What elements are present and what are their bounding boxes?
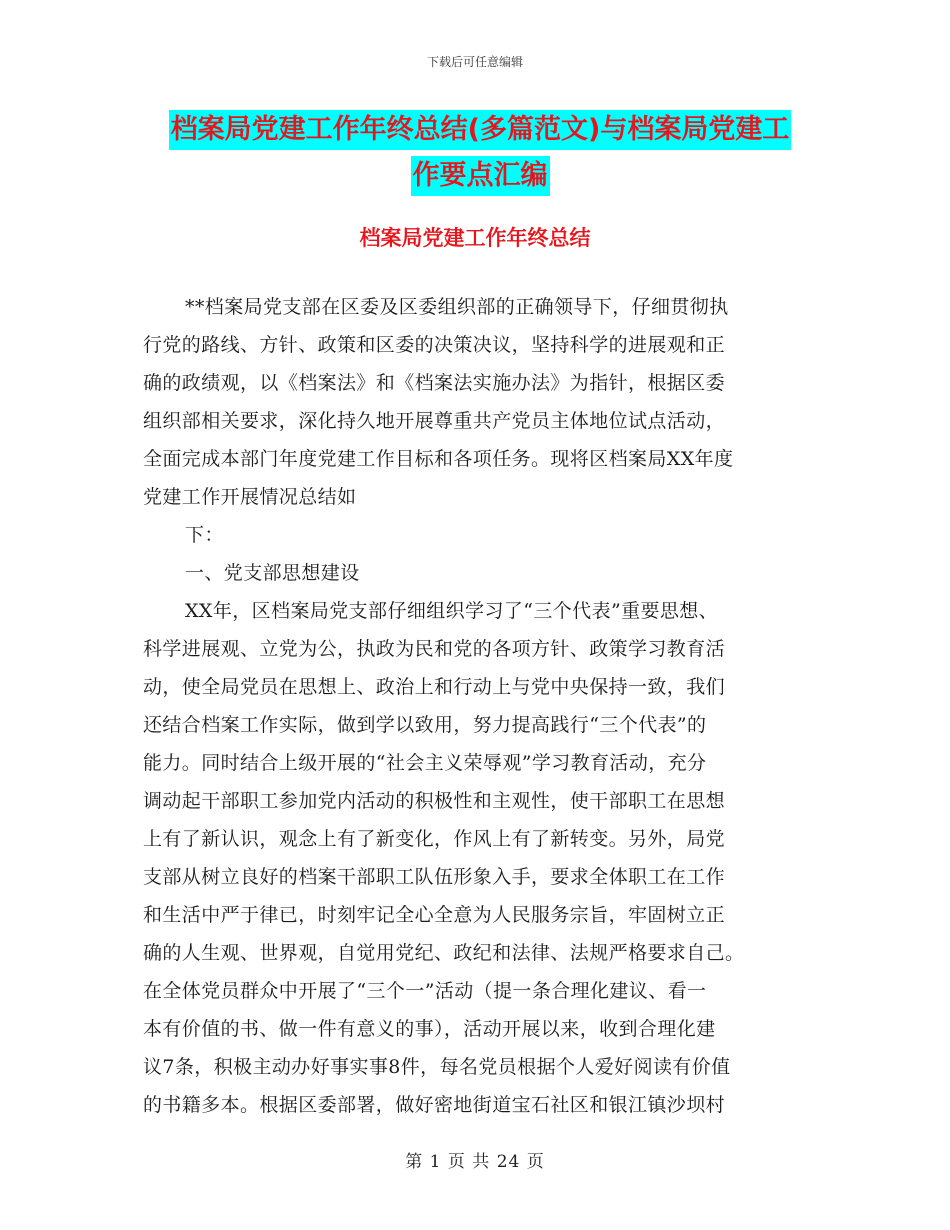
body-line: 的书籍多本。根据区委部署，做好密地街道宝石社区和银江镇沙坝村 — [143, 1094, 726, 1116]
body-line: 确的人生观、世界观，自觉用党纪、政纪和法律、法规严格要求自己。 — [143, 942, 745, 964]
body-line: 议7条，积极主动办好事实事8件，每名党员根据个人爱好阅读有价值 — [143, 1056, 731, 1078]
title-line-2: 作要点汇编 — [411, 156, 550, 196]
body-line: 行党的路线、方针、政策和区委的决策决议，坚持科学的进展观和正 — [143, 334, 726, 356]
section-heading: 一、党支部思想建设 — [185, 562, 360, 584]
body-line: XX年，区档案局党支部仔细组织学习了“三个代表”重要思想、 — [185, 600, 719, 622]
document-title — [150, 110, 810, 202]
body-line: 调动起干部职工参加党内活动的积极性和主观性，使干部职工在思想 — [143, 790, 726, 812]
body-line: 科学进展观、立党为公，执政为民和党的各项方针、政策学习教育活 — [143, 638, 726, 660]
body-line: 全面完成本部门年度党建工作目标和各项任务。现将区档案局XX年度 — [143, 448, 734, 470]
title-line-1: 档案局党建工作年终总结(多篇范文)与档案局党建工 — [169, 110, 792, 150]
body-line: 还结合档案工作实际，做到学以致用，努力提高践行“三个代表”的 — [143, 714, 707, 736]
section-title: 档案局党建工作年终总结 — [359, 226, 591, 250]
body-line: 确的政绩观，以《档案法》和《档案法实施办法》为指针，根据区委 — [143, 372, 726, 394]
body-line: 上有了新认识，观念上有了新变化，作风上有了新转变。另外，局党 — [143, 828, 726, 850]
body-line: **档案局党支部在区委及区委组织部的正确领导下，仔细贯彻执 — [185, 296, 729, 318]
body-line: 组织部相关要求，深化持久地开展尊重共产党员主体地位试点活动， — [143, 410, 726, 432]
body-line: 本有价值的书、做一件有意义的事），活动开展以来，收到合理化建 — [143, 1018, 716, 1040]
page-number-footer: 第 1 页 共 24 页 — [405, 1152, 545, 1172]
body-line: 党建工作开展情况总结如 — [143, 486, 357, 508]
body-line: 和生活中严于律已，时刻牢记全心全意为人民服务宗旨，牢固树立正 — [143, 904, 726, 926]
body-line: 能力。同时结合上级开展的“社会主义荣辱观”学习教育活动，充分 — [143, 752, 707, 774]
body-line: 动，使全局党员在思想上、政治上和行动上与党中央保持一致，我们 — [143, 676, 726, 698]
header-note: 下载后可任意编辑 — [426, 55, 523, 69]
body-line: 支部从树立良好的档案干部职工队伍形象入手，要求全体职工在工作 — [143, 866, 726, 888]
body-line: 下： — [185, 524, 224, 546]
document-body — [143, 288, 807, 1124]
body-line: 在全体党员群众中开展了“三个一”活动（提一条合理化建议、看一 — [143, 980, 707, 1002]
